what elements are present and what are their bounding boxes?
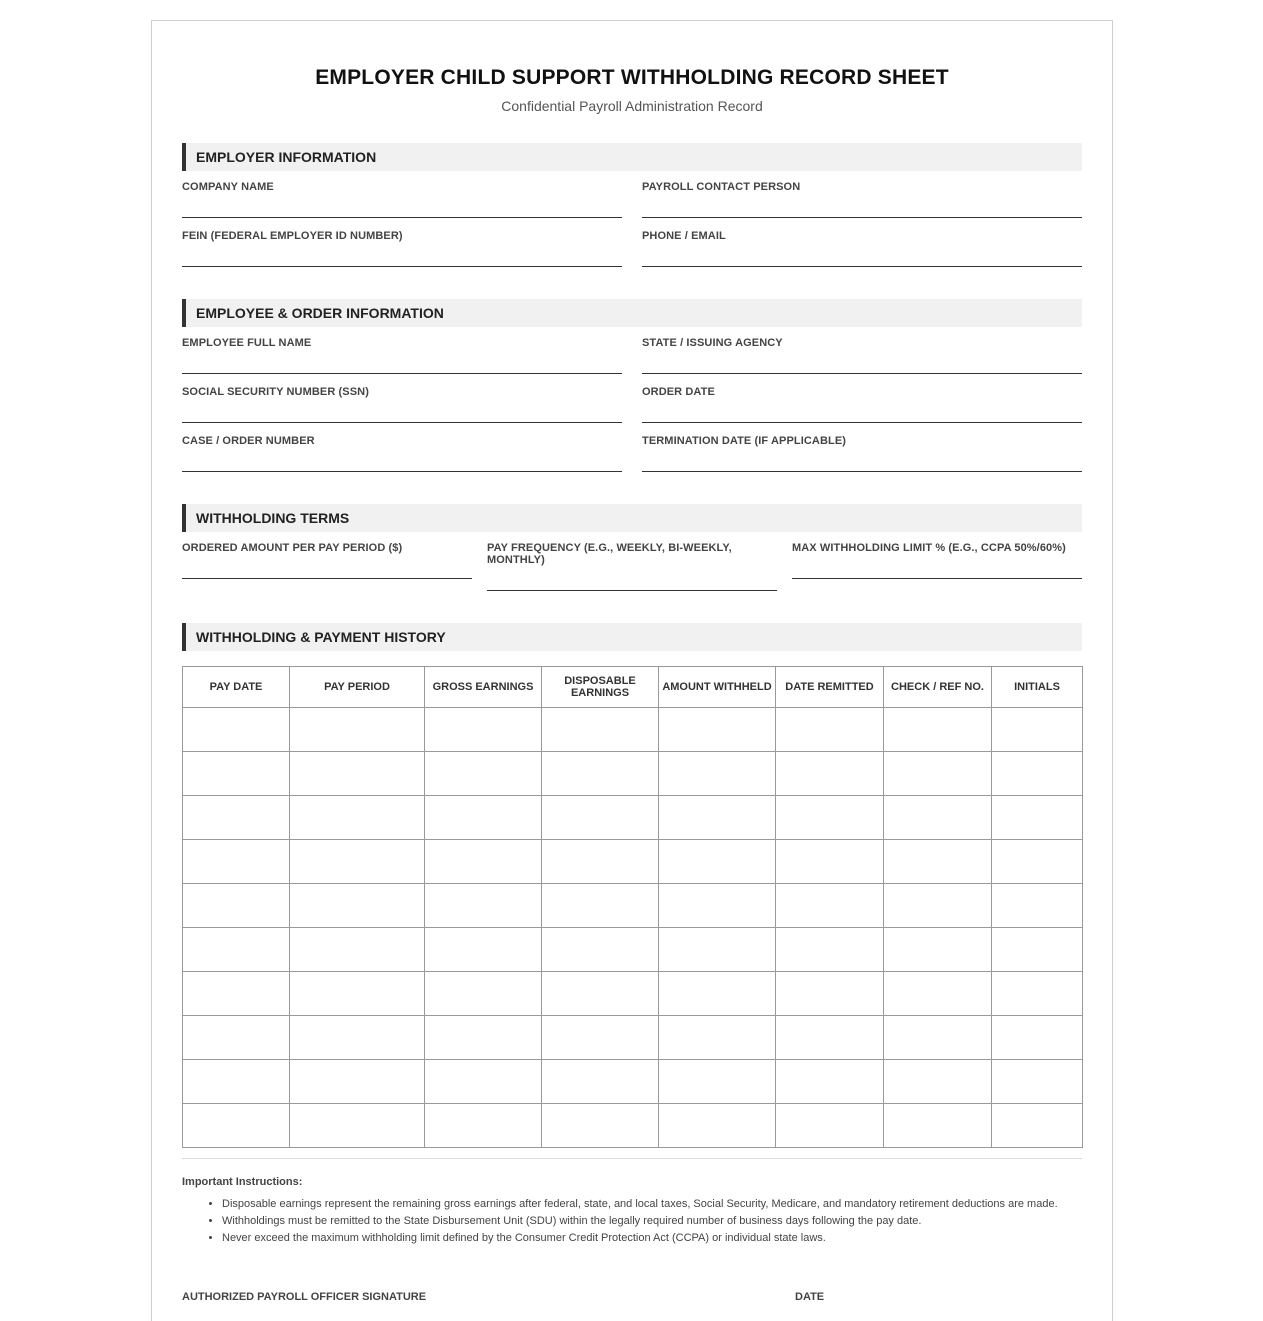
input-line[interactable] xyxy=(642,217,1082,218)
case-number-field[interactable] xyxy=(182,435,622,472)
table-row xyxy=(183,796,1083,840)
table-cell[interactable] xyxy=(992,708,1083,752)
column-header-disposable-earnings: DISPOSABLE EARNINGS xyxy=(542,667,659,708)
table-cell[interactable] xyxy=(884,972,992,1016)
input-line[interactable] xyxy=(642,422,1082,423)
section-header-history xyxy=(182,623,1082,651)
column-header-gross-earnings: GROSS EARNINGS xyxy=(425,667,542,708)
input-line[interactable] xyxy=(487,590,777,591)
table-cell[interactable] xyxy=(776,752,884,796)
table-cell[interactable] xyxy=(425,752,542,796)
table-cell[interactable] xyxy=(183,884,290,928)
field-label: STATE / ISSUING AGENCY xyxy=(642,337,783,349)
table-cell[interactable] xyxy=(776,928,884,972)
field-label: PHONE / EMAIL xyxy=(642,230,726,242)
table-cell[interactable] xyxy=(425,1060,542,1104)
table-cell[interactable] xyxy=(992,752,1083,796)
table-cell[interactable] xyxy=(183,1016,290,1060)
table-cell[interactable] xyxy=(290,840,425,884)
field-label: EMPLOYEE FULL NAME xyxy=(182,337,312,349)
table-cell[interactable] xyxy=(425,972,542,1016)
table-row xyxy=(183,708,1083,752)
table-cell[interactable] xyxy=(425,840,542,884)
table-cell[interactable] xyxy=(425,884,542,928)
table-cell[interactable] xyxy=(542,796,659,840)
ssn-field[interactable] xyxy=(182,386,622,423)
table-cell[interactable] xyxy=(776,1060,884,1104)
section-title: EMPLOYER INFORMATION xyxy=(196,149,377,165)
table-cell[interactable] xyxy=(542,708,659,752)
fein-field[interactable] xyxy=(182,230,622,267)
field-label: ORDERED AMOUNT PER PAY PERIOD ($) xyxy=(182,542,403,554)
table-cell[interactable] xyxy=(992,1104,1083,1148)
table-cell[interactable] xyxy=(659,752,776,796)
table-cell[interactable] xyxy=(884,884,992,928)
input-line[interactable] xyxy=(182,373,622,374)
table-row xyxy=(183,884,1083,928)
pay-frequency-field[interactable] xyxy=(487,542,777,591)
table-cell[interactable] xyxy=(884,1060,992,1104)
section-header-employee xyxy=(182,299,1082,327)
instructions-title: Important Instructions: xyxy=(182,1176,303,1188)
table-cell[interactable] xyxy=(659,972,776,1016)
table-cell[interactable] xyxy=(425,796,542,840)
table-cell[interactable] xyxy=(290,1016,425,1060)
column-header-check-ref: CHECK / REF NO. xyxy=(884,667,992,708)
instruction-item: • Withholdings must be remitted to the State Disbursement Unit (SDU) within the legally required number of business days following the pay date. xyxy=(222,1213,1092,1230)
date-label: DATE xyxy=(795,1291,825,1303)
table-row xyxy=(183,972,1083,1016)
column-header-pay-date: PAY DATE xyxy=(183,667,290,708)
table-cell[interactable] xyxy=(659,884,776,928)
field-label: SOCIAL SECURITY NUMBER (SSN) xyxy=(182,386,369,398)
table-row xyxy=(183,752,1083,796)
instruction-item: • Never exceed the maximum withholding limit defined by the Consumer Credit Protection Act (CCPA) or individual state laws. xyxy=(222,1230,1092,1247)
section-header-employer xyxy=(182,143,1082,171)
table-cell[interactable] xyxy=(290,972,425,1016)
column-header-date-remitted: DATE REMITTED xyxy=(776,667,884,708)
employee-name-field[interactable] xyxy=(182,337,622,374)
table-cell[interactable] xyxy=(884,928,992,972)
table-cell[interactable] xyxy=(542,884,659,928)
table-cell[interactable] xyxy=(884,1016,992,1060)
table-cell[interactable] xyxy=(290,1104,425,1148)
input-line[interactable] xyxy=(642,266,1082,267)
table-cell[interactable] xyxy=(776,796,884,840)
table-cell[interactable] xyxy=(183,1104,290,1148)
signature-label: AUTHORIZED PAYROLL OFFICER SIGNATURE xyxy=(182,1291,427,1303)
table-cell[interactable] xyxy=(290,884,425,928)
table-body xyxy=(183,708,1083,1148)
instructions-list xyxy=(192,1196,1092,1247)
table-cell[interactable] xyxy=(884,752,992,796)
table-cell[interactable] xyxy=(542,972,659,1016)
table-cell[interactable] xyxy=(659,1104,776,1148)
table-cell[interactable] xyxy=(659,928,776,972)
table-row xyxy=(183,840,1083,884)
field-label: FEIN (FEDERAL EMPLOYER ID NUMBER) xyxy=(182,230,403,242)
table-cell[interactable] xyxy=(290,1060,425,1104)
table-cell[interactable] xyxy=(659,796,776,840)
table-cell[interactable] xyxy=(992,1016,1083,1060)
input-line[interactable] xyxy=(182,578,472,579)
column-header-pay-period: PAY PERIOD xyxy=(290,667,425,708)
section-title: WITHHOLDING TERMS xyxy=(196,510,350,526)
column-header-amount-withheld: AMOUNT WITHHELD xyxy=(659,667,776,708)
table-cell[interactable] xyxy=(183,752,290,796)
history-table xyxy=(182,666,1083,1148)
table-cell[interactable] xyxy=(290,796,425,840)
table-cell[interactable] xyxy=(183,708,290,752)
section-title: EMPLOYEE & ORDER INFORMATION xyxy=(196,305,444,321)
table-cell[interactable] xyxy=(290,752,425,796)
table-cell[interactable] xyxy=(992,884,1083,928)
table-cell[interactable] xyxy=(425,928,542,972)
table-header-row xyxy=(183,667,1083,708)
table-cell[interactable] xyxy=(425,1104,542,1148)
field-label: PAY FREQUENCY (E.G., WEEKLY, BI-WEEKLY, MONTHLY) xyxy=(487,542,732,566)
field-label: CASE / ORDER NUMBER xyxy=(182,435,315,447)
input-line[interactable] xyxy=(182,422,622,423)
input-line[interactable] xyxy=(642,471,1082,472)
table-cell[interactable] xyxy=(542,840,659,884)
table-cell[interactable] xyxy=(776,1104,884,1148)
table-cell[interactable] xyxy=(542,1104,659,1148)
table-cell[interactable] xyxy=(992,972,1083,1016)
field-label: TERMINATION DATE (IF APPLICABLE) xyxy=(642,435,847,447)
table-cell[interactable] xyxy=(776,884,884,928)
table-row xyxy=(183,1016,1083,1060)
instruction-item: • Disposable earnings represent the remaining gross earnings after federal, state, and local taxes, Social Security, Medicare, and mandatory retirement deductions are made. xyxy=(222,1196,1092,1213)
field-label: COMPANY NAME xyxy=(182,181,274,193)
field-label: PAYROLL CONTACT PERSON xyxy=(642,181,801,193)
form-page xyxy=(151,20,1113,1321)
table-cell[interactable] xyxy=(425,1016,542,1060)
table-cell[interactable] xyxy=(659,1016,776,1060)
table-cell[interactable] xyxy=(776,972,884,1016)
table-cell[interactable] xyxy=(183,928,290,972)
input-line[interactable] xyxy=(642,373,1082,374)
state-agency-field[interactable] xyxy=(642,337,1082,374)
table-cell[interactable] xyxy=(183,1060,290,1104)
company-name-field[interactable] xyxy=(182,181,622,218)
input-line[interactable] xyxy=(182,471,622,472)
max-limit-field[interactable] xyxy=(792,542,1082,579)
table-row xyxy=(183,1104,1083,1148)
table-cell[interactable] xyxy=(290,708,425,752)
table-cell[interactable] xyxy=(776,708,884,752)
divider xyxy=(182,1158,1082,1159)
table-row xyxy=(183,928,1083,972)
table-cell[interactable] xyxy=(884,1104,992,1148)
table-row xyxy=(183,1060,1083,1104)
field-label: MAX WITHHOLDING LIMIT % (E.G., CCPA 50%/60%) xyxy=(792,542,1066,554)
ordered-amount-field[interactable] xyxy=(182,542,472,579)
table-cell[interactable] xyxy=(659,1060,776,1104)
table-cell[interactable] xyxy=(542,928,659,972)
table-cell[interactable] xyxy=(884,840,992,884)
page-subtitle: Confidential Payroll Administration Record xyxy=(501,98,763,114)
phone-email-field[interactable] xyxy=(642,230,1082,267)
table-cell[interactable] xyxy=(183,972,290,1016)
table-cell[interactable] xyxy=(992,928,1083,972)
section-title: WITHHOLDING & PAYMENT HISTORY xyxy=(196,629,446,645)
table-cell[interactable] xyxy=(542,1060,659,1104)
input-line[interactable] xyxy=(792,578,1082,579)
input-line[interactable] xyxy=(182,217,622,218)
table-cell[interactable] xyxy=(776,1016,884,1060)
table-cell[interactable] xyxy=(290,928,425,972)
table-cell[interactable] xyxy=(992,1060,1083,1104)
payroll-contact-field[interactable] xyxy=(642,181,1082,218)
termination-date-field[interactable] xyxy=(642,435,1082,472)
input-line[interactable] xyxy=(182,266,622,267)
table-cell[interactable] xyxy=(992,840,1083,884)
table-cell[interactable] xyxy=(183,796,290,840)
table-cell[interactable] xyxy=(776,840,884,884)
table-cell[interactable] xyxy=(884,796,992,840)
table-cell[interactable] xyxy=(659,708,776,752)
table-cell[interactable] xyxy=(183,840,290,884)
table-cell[interactable] xyxy=(425,708,542,752)
table-cell[interactable] xyxy=(884,708,992,752)
table-cell[interactable] xyxy=(542,1016,659,1060)
section-header-terms xyxy=(182,504,1082,532)
page-title: EMPLOYER CHILD SUPPORT WITHHOLDING RECORD SHEET xyxy=(315,66,949,89)
column-header-initials: INITIALS xyxy=(992,667,1083,708)
field-label: ORDER DATE xyxy=(642,386,715,398)
table-cell[interactable] xyxy=(992,796,1083,840)
table-cell[interactable] xyxy=(542,752,659,796)
table-cell[interactable] xyxy=(659,840,776,884)
order-date-field[interactable] xyxy=(642,386,1082,423)
